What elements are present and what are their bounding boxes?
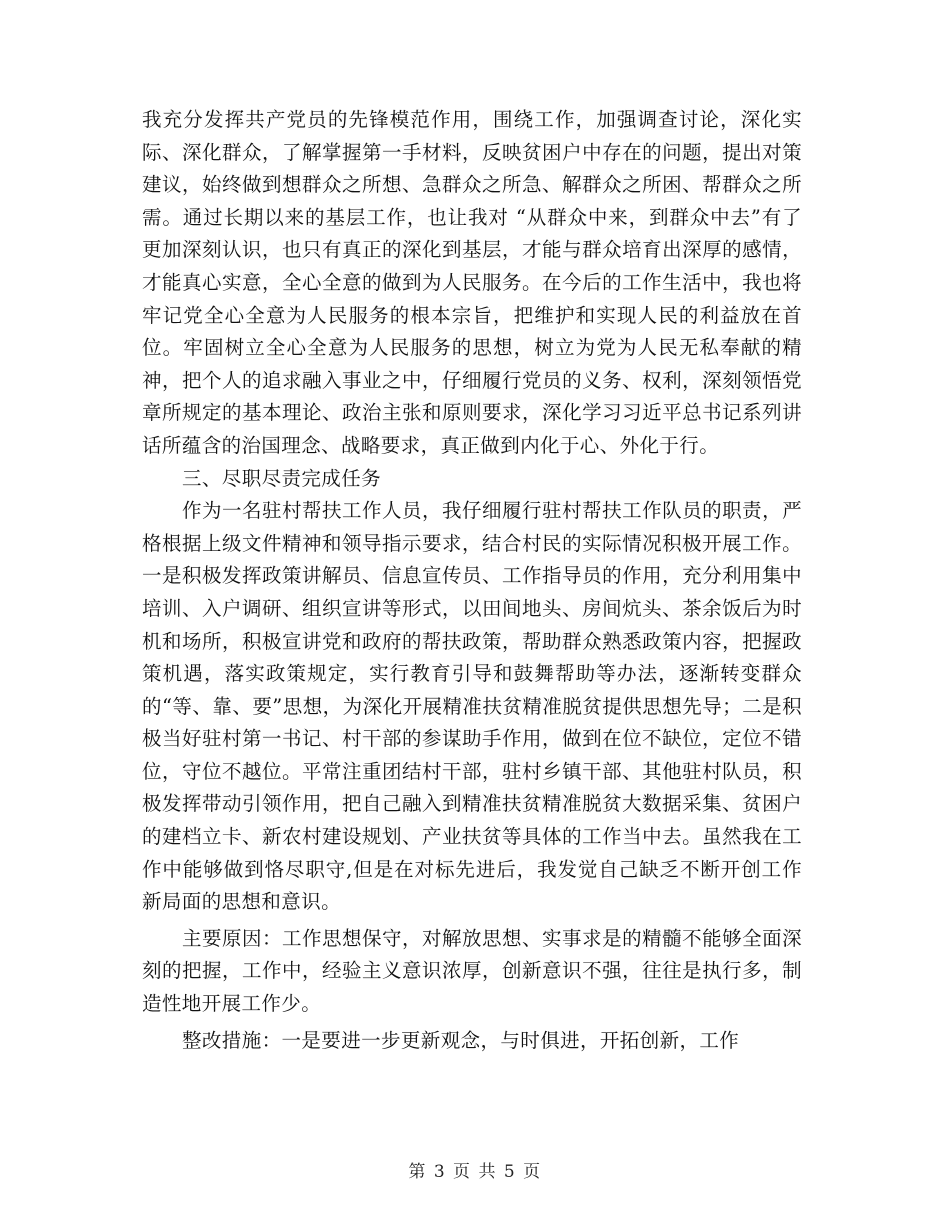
paragraph-party-member-role: 我充分发挥共产党员的先锋模范作用，围绕工作，加强调查讨论，深化实际、深化群众，了解掌握第一手材料，反映贫困户中存在的问题，提出对策建议，始终做到想群众之所想、急群众之所急、解群众之所困、帮群众之所需。通过长期以来的基层工作，也让我对 “从群众中来，到群众中去”有了更加深刻认识，也只有真正的深化到基层，才能与群众培育出深厚的感情，才能真心实意，全心全意的做到为人民服务。在今后的工作生活中，我也将牢记党全心全意为人民服务的根本宗旨，把维护和实现人民的利益放在首位。牢固树立全心全意为人民服务的思想，树立为党为人民无私奉献的精神，把个人的追求融入事业之中，仔细履行党员的义务、权利，深刻领悟党章所规定的基本理论、政治主张和原则要求，深化学习习近平总书记系列讲话所蕴含的治国理念、战略要求，真正做到内化于心、外化于行。	[142, 108, 802, 457]
paragraph-main-reasons: 主要原因：工作思想保守，对解放思想、实事求是的精髓不能够全面深刻的把握，工作中，经验主义意识浓厚，创新意识不强，往往是执行多，制造性地开展工作少。	[142, 926, 802, 1016]
page-number-footer: 第 3 页 共 5 页	[408, 1162, 542, 1182]
paragraph-village-assistance-work: 作为一名驻村帮扶工作人员，我仔细履行驻村帮扶工作队员的职责，严格根据上级文件精神和领导指示要求，结合村民的实际情况积极开展工作。一是积极发挥政策讲解员、信息宣传员、工作指导员的作用，充分利用集中培训、入户调研、组织宣讲等形式，以田间地头、房间炕头、茶余饭后为时机和场所，积极宣讲党和政府的帮扶政策，帮助群众熟悉政策内容，把握政策机遇，落实政策规定，实行教育引导和鼓舞帮助等办法，逐渐转变群众的“等、靠、要”思想，为深化开展精准扶贫精准脱贫提供思想先导；二是积极当好驻村第一书记、村干部的参谋助手作用，做到在位不缺位，定位不错位，守位不越位。平常注重团结村干部，驻村乡镇干部、其他驻村队员，积极发挥带动引领作用，把自己融入到精准扶贫精准脱贫大数据采集、贫困户的建档立卡、新农村建设规划、产业扶贫等具体的工作当中去。虽然我在工作中能够做到恪尽职守,但是在对标先进后，我发觉自己缺乏不断开创工作新局面的思想和意识。	[142, 499, 802, 914]
document-body	[142, 104, 802, 1057]
section-heading-duties: 三、尽职尽责完成任务	[182, 466, 382, 490]
paragraph-rectification-measures: 整改措施：一是要进一步更新观念，与时俱进，开拓创新，工作	[182, 1028, 740, 1052]
